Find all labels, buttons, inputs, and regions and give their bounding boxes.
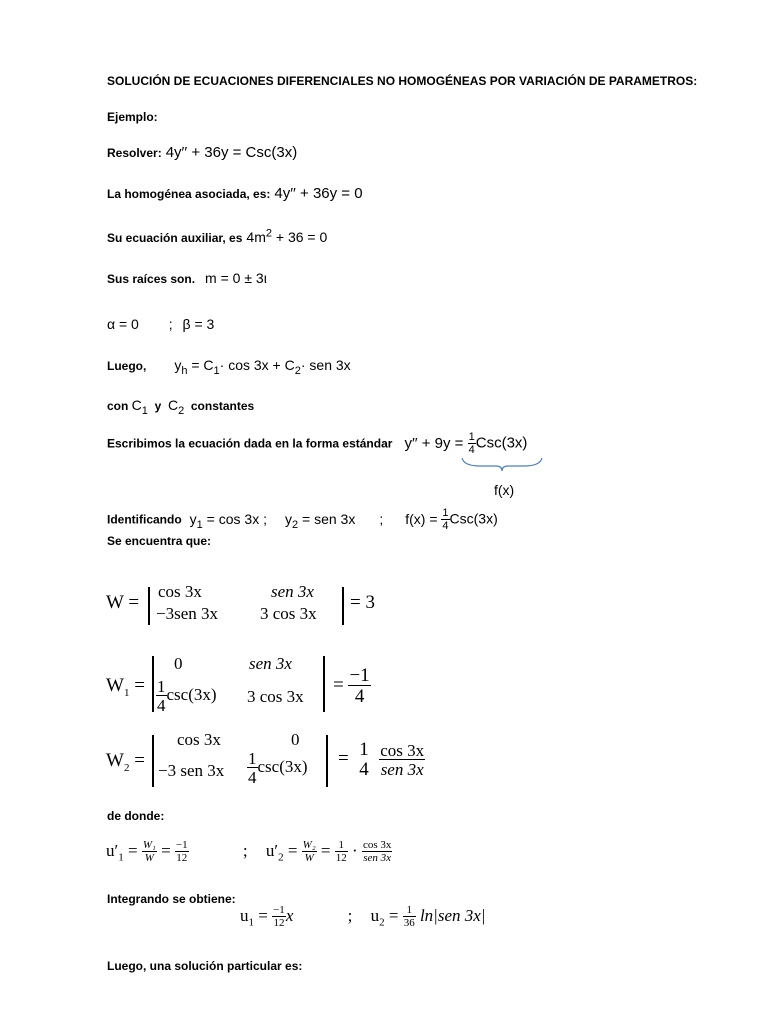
w2-result-den: 4 <box>359 759 369 780</box>
auxiliary-line <box>107 229 327 247</box>
particular-solution-label: Luego, una solución particular es: <box>107 959 303 973</box>
standard-form-label: Escribimos la ecuación dada en la forma estándar <box>107 436 393 451</box>
constants-suffix: constantes <box>184 399 255 413</box>
u1prime-result-num: −1 <box>175 839 188 851</box>
w1-a11: 0 <box>174 654 183 673</box>
f-fraction <box>441 508 449 532</box>
constants-and: y <box>147 399 168 413</box>
u2-rest: ln|sen 3x| <box>419 905 486 925</box>
standard-form-fraction <box>468 432 476 456</box>
w1-result <box>333 666 371 706</box>
w2-a11: cos 3x <box>177 730 221 749</box>
constants-prefix: con <box>107 399 132 413</box>
w1-symbol: W <box>106 675 124 696</box>
f-den: 4 <box>442 520 449 532</box>
yh-term2: · sen 3x <box>300 357 351 373</box>
y1-rest: = cos 3x ; <box>202 510 267 527</box>
uprime-separator: ; <box>242 840 248 860</box>
aux-exponent: 2 <box>265 227 272 240</box>
w1-lhs <box>106 675 145 697</box>
w-result: = 3 <box>350 592 375 613</box>
u2prime-sub: 2 <box>278 851 284 864</box>
identifying-line <box>107 508 498 532</box>
u1prime-result-den: 12 <box>176 852 188 864</box>
u1-symbol: u <box>240 905 249 925</box>
u2prime-dot: · <box>352 840 358 860</box>
w2-a22-num: 1 <box>248 749 257 768</box>
u2prime-trig-fraction <box>362 840 392 864</box>
w2-result-fraction <box>358 740 370 779</box>
w2-a22-den: 4 <box>248 768 257 787</box>
auxiliary-equation <box>246 229 327 245</box>
standard-num: 1 <box>468 431 475 443</box>
w1-left-bar <box>152 656 154 712</box>
w1-result-num: −1 <box>349 665 370 686</box>
u1-num: −1 <box>273 904 285 916</box>
y2-rest: = sen 3x <box>298 510 356 527</box>
u-values-line <box>240 905 485 929</box>
w2-a12: 0 <box>291 730 300 749</box>
w1-a21-num: 1 <box>157 677 166 696</box>
u1-sub: 1 <box>248 916 254 929</box>
w1-sub: 1 <box>123 686 130 699</box>
de-donde-label: de donde: <box>107 809 165 823</box>
w2-a22 <box>247 750 308 786</box>
c1-sub: 1 <box>213 364 220 377</box>
resolver-equation: 4y′′ + 36y = Csc(3x) <box>165 144 298 161</box>
aux-rest: + 36 = 0 <box>271 229 328 245</box>
roots-equation: m = 0 ± 3ι <box>205 270 267 286</box>
u2prime-result-num: 1 <box>338 839 345 851</box>
u-separator: ; <box>347 905 353 925</box>
u1-den: 12 <box>273 917 285 929</box>
f-num: 1 <box>442 507 449 519</box>
homogeneous-label: La homogénea asociada, es: <box>107 187 271 201</box>
u2-fraction <box>403 905 416 929</box>
u1-eq: = <box>258 905 268 925</box>
w1-a21-fraction <box>156 678 167 714</box>
u1prime-symbol: u′ <box>106 840 119 860</box>
u1prime-eq2: = <box>161 840 171 860</box>
w-left-bar <box>148 587 150 625</box>
u1prime-w-fraction <box>142 840 157 864</box>
w2-result-fraction2 <box>379 742 425 778</box>
y2-symbol: y <box>285 510 292 527</box>
standard-den: 4 <box>468 444 475 456</box>
w2-a21: −3 sen 3x <box>158 761 225 780</box>
alpha-beta-line <box>107 316 214 332</box>
w2-result2-num: cos 3x <box>380 740 425 760</box>
y2-expression <box>285 510 356 531</box>
general-solution-equation <box>174 357 351 377</box>
underbrace <box>460 456 544 472</box>
roots-line <box>107 270 267 288</box>
u1prime-eq: = <box>127 840 138 860</box>
u2prime-symbol: u′ <box>265 840 279 860</box>
c2-sub: 2 <box>294 364 301 377</box>
u2-eq: = <box>388 905 399 925</box>
yh-term1: · cos 3x + C <box>219 357 295 373</box>
identifying-label: Identificando <box>107 512 182 527</box>
w1-result-den: 4 <box>348 685 370 706</box>
u2prime-eq: = <box>287 840 298 860</box>
w1-a21-den: 4 <box>157 696 166 715</box>
w2-right-bar <box>326 735 328 787</box>
general-solution-line <box>107 357 351 375</box>
w1-right-bar <box>323 656 325 712</box>
w1-a21 <box>156 678 217 714</box>
u1prime-sub: 1 <box>118 851 124 864</box>
c1-symbol: C <box>131 397 142 413</box>
w1-a12: sen 3x <box>249 654 292 673</box>
y1-symbol: y <box>189 510 197 527</box>
u2-num: 1 <box>406 904 412 916</box>
u1-x: x <box>285 905 294 925</box>
w2-result-num: 1 <box>359 739 369 760</box>
constants-line <box>107 397 255 418</box>
alpha-beta-separator: ; <box>168 316 173 332</box>
w-a12: sen 3x <box>271 582 314 601</box>
u2prime-trig-den: sen 3x <box>363 852 392 864</box>
u2prime-trig-num: cos 3x <box>362 839 392 851</box>
w2-left-bar <box>152 735 154 787</box>
w1-result-eq: = <box>333 674 344 696</box>
w2-result <box>338 740 425 779</box>
yh-eq1: = C <box>187 357 214 373</box>
u2prime-result-den: 12 <box>335 852 347 864</box>
w2-sub: 2 <box>123 761 130 774</box>
w1-result-fraction <box>348 666 370 706</box>
u2prime-result-fraction <box>335 840 348 864</box>
alpha-value: α = 0 <box>107 316 139 332</box>
u1-fraction <box>272 905 286 929</box>
standard-form-lhs: y′′ + 9y = <box>404 434 468 452</box>
w2-a22-fraction <box>247 750 258 786</box>
page-title: SOLUCIÓN DE ECUACIONES DIFERENCIALES NO HOMOGÉNEAS POR VARIACIÓN DE PARAMETROS: <box>107 74 698 88</box>
w2-a22-rest: csc(3x) <box>257 756 308 776</box>
w2-result2-den: sen 3x <box>380 759 424 779</box>
u2prime-w-fraction <box>302 840 317 864</box>
auxiliary-label: Su ecuación auxiliar, es <box>107 231 243 245</box>
example-label: Ejemplo: <box>107 110 158 124</box>
uprime-line <box>106 840 392 864</box>
f-rest: Csc(3x) <box>449 510 498 527</box>
ident-separator: ; <box>379 510 384 527</box>
w2-lhs <box>106 750 145 772</box>
homogeneous-line <box>107 185 363 203</box>
standard-form-rhs: Csc(3x) <box>475 434 528 452</box>
c2-symbol: C <box>167 397 179 413</box>
u2prime-w-num: W₂ <box>302 839 316 851</box>
y1-expression <box>189 510 267 531</box>
w1-eq: = <box>134 675 145 696</box>
found-label: Se encuentra que: <box>107 534 212 548</box>
u2-sub: 2 <box>379 916 385 929</box>
w2-symbol: W <box>106 750 124 771</box>
c2-symbol-sub: 2 <box>178 405 185 418</box>
brace-label: f(x) <box>494 482 515 498</box>
resolver-line <box>107 144 297 162</box>
integrating-label: Integrando se obtiene: <box>107 892 236 906</box>
w-a21: −3sen 3x <box>156 604 218 623</box>
u1prime-w-den: W <box>142 851 157 864</box>
w-a11: cos 3x <box>158 582 202 601</box>
u2prime-w-den: W <box>302 851 317 864</box>
u1prime-result-fraction <box>175 840 189 864</box>
w1-a22: 3 cos 3x <box>247 687 304 706</box>
yh-symbol: y <box>174 357 182 373</box>
u2-symbol: u <box>370 905 380 925</box>
standard-form-line <box>107 432 527 456</box>
u2-den: 36 <box>403 917 415 929</box>
homogeneous-equation: 4y′′ + 36y = 0 <box>274 185 363 202</box>
w2-result-eq: = <box>338 747 349 769</box>
c1-symbol-sub: 1 <box>141 405 148 418</box>
w1-a21-rest: csc(3x) <box>166 684 217 704</box>
roots-label: Sus raíces son. <box>107 272 196 286</box>
f-lhs: f(x) = <box>405 510 442 527</box>
beta-value: β = 3 <box>182 316 215 332</box>
u1prime-w-num: W₁ <box>142 839 156 851</box>
luego-label: Luego, <box>107 359 147 373</box>
u2prime-eq2: = <box>320 840 331 860</box>
aux-coef: 4m <box>246 229 266 245</box>
w-lhs: W = <box>106 592 140 613</box>
yh-sub: h <box>181 364 188 377</box>
y2-sub: 2 <box>292 518 299 531</box>
w-a22: 3 cos 3x <box>260 604 317 623</box>
y1-sub: 1 <box>196 518 203 531</box>
resolver-label: Resolver: <box>107 146 162 160</box>
w-right-bar <box>342 587 344 625</box>
w2-eq: = <box>134 750 145 771</box>
